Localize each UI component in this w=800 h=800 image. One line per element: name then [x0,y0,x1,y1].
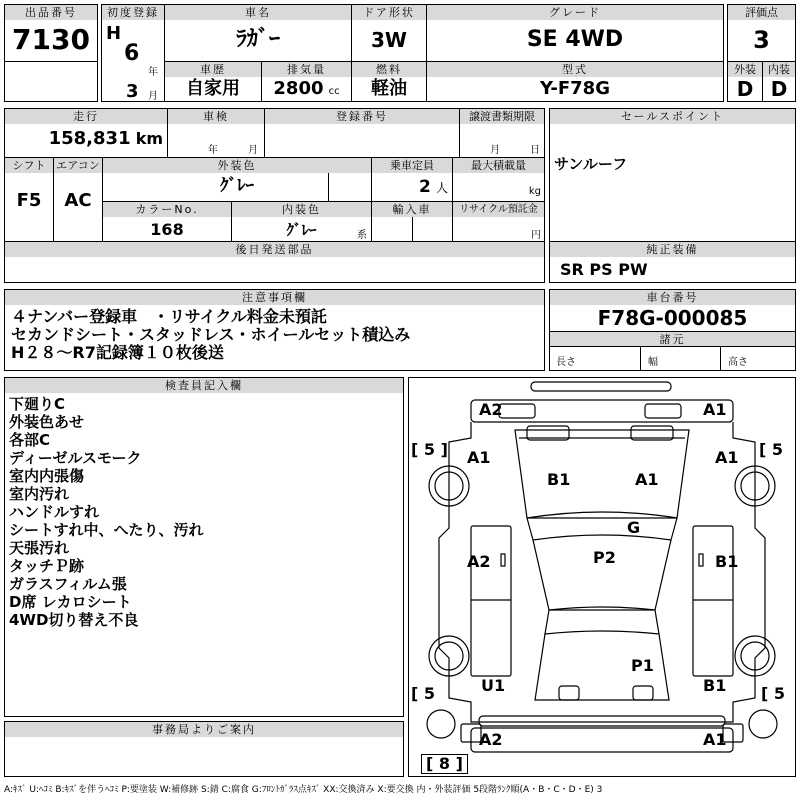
transfer-label: 譲渡書類期限 [460,109,544,124]
history-label: 車歴 [165,62,261,77]
displacement-label: 排気量 [262,62,351,77]
recycle-unit: 円 [531,230,541,241]
sales-label: セールスポイント [550,109,795,124]
shift: F5 [16,190,42,211]
car-outline [409,378,795,776]
displacement-box [261,61,352,102]
door-label: ドア形状 [352,5,426,20]
dims-divider-1 [640,347,641,370]
later-box [4,241,545,283]
mark-rear-bumper-right: A1 [703,730,727,749]
height-label: 高さ [728,357,748,368]
mark-rear-bumper-left: A2 [479,730,503,749]
load-unit: kg [528,186,541,197]
recycle-box [452,201,545,242]
inspector-line: 室内内張傷 [9,467,85,485]
insp-year-unit: 年 [208,145,218,156]
chassis-number: F78G-000085 [597,306,748,330]
chassis-box [549,289,796,371]
grade-box [426,4,724,62]
inspector-line: ハンドルすれ [9,503,100,521]
inspector-line: 外装色あせ [9,413,85,431]
colorno-box [102,201,232,242]
ac-box [53,157,103,242]
score-label: 評価点 [728,5,795,20]
office-box [4,721,404,777]
regno-label: 登録番号 [265,109,459,124]
equipment-box [549,241,796,283]
capacity-label: 乗車定員 [372,158,452,173]
length-label: 長さ [556,357,576,368]
color-divider [328,173,329,201]
inspector-line: ガラスフィルム張 [9,575,127,593]
tire-rr-value: 5 [773,684,786,703]
reg-month: 3 [126,81,139,102]
mark-hood-right: A1 [635,470,659,489]
legend: A:ｷｽﾞ U:ﾍｺﾐ B:ｷｽﾞを伴うﾍｺﾐ P:要塗装 W:補修跡 S:錆 C:腐食 G:ﾌﾛﾝﾄｶﾞﾗｽ点ｷｽﾞ XX:交換済み X:要交換 内・外装評価 5段階ﾗﾝｸ順(A・B・C・D・E) 3 [4,785,603,795]
name-box [164,4,352,62]
mark-glass: G [627,518,641,537]
mark-front-left: A2 [479,400,503,419]
mileage-unit: km [135,129,163,148]
office-label: 事務局よりご案内 [5,722,403,737]
load-label: 最大積載量 [453,158,544,173]
mileage: 158,831 [48,128,131,149]
ac-label: エアコン [54,158,102,173]
ext-label: 外装 [728,62,762,77]
shift-label: シフト [5,158,53,173]
name-label: 車名 [165,5,351,20]
notes-label: 注意事項欄 [5,290,544,305]
mark-hood-left: B1 [547,470,571,489]
interior-label: 内装色 [232,202,371,217]
interior-unit: 系 [357,230,367,241]
load-box [452,157,545,202]
inspector-line: シートすれ中、へたり、汚れ [9,521,204,539]
transfer-day-unit: 日 [530,145,540,156]
tire-rl-value: 5 [423,684,436,703]
color-label: 外装色 [103,158,371,173]
capacity: 2 [419,177,431,197]
interior: ｸﾞﾚｰ [286,221,317,239]
mark-rear-left: U1 [481,676,506,695]
era: H [106,23,122,44]
grade-label: グレード [427,5,723,20]
displacement-unit: cc [328,86,340,97]
sales-box [549,108,796,242]
transfer-box [459,108,545,158]
inspection-box [167,108,265,158]
mark-right-door: B1 [715,552,739,571]
inspection-label: 車検 [168,109,264,124]
door-box [351,4,427,62]
colorno-label: カラーNo. [103,202,231,217]
int-grade: D [770,77,788,101]
lot-blank [4,61,98,102]
model-label: 型式 [427,62,723,77]
notes-box [4,289,545,371]
model-box [426,61,724,102]
colorno: 168 [150,220,184,239]
sales-text: サンルーフ [554,155,628,173]
reg-label: 初度登録 [102,5,164,20]
chassis-label: 車台番号 [550,290,795,305]
tire-spare: [ 8 ] [421,754,468,774]
month-unit: 月 [148,91,158,102]
dims-label: 諸元 [550,331,795,347]
ext-box [727,61,763,102]
inspector-line: タッチＰ跡 [9,557,85,575]
inspector-label: 検査員記入欄 [5,378,403,393]
history-box [164,61,262,102]
notes-line: H２８～R7記録簿１０枚後送 [11,343,224,362]
door-type: 3W [371,28,407,52]
ac: AC [64,190,92,211]
tire-fl-value: 5 [423,440,436,459]
score: 3 [753,26,770,54]
equipment-label: 純正装備 [550,242,795,257]
inspector-line: 各部C [9,431,51,449]
import-label: 輸入車 [372,202,452,217]
color-box [102,157,372,202]
equipment-text: SR PS PW [560,260,648,279]
shift-box [4,157,54,242]
inspector-line: 室内汚れ [9,485,70,503]
recycle-label: リサイクル預託金 [453,202,544,217]
color: ｸﾞﾚｰ [220,176,254,196]
capacity-box [371,157,453,202]
inspector-line: ディーゼルスモーク [9,449,142,467]
history: 自家用 [186,78,240,99]
grade: SE 4WD [526,27,624,52]
inspector-line: 下廻りC [9,395,66,413]
reg-box [101,4,165,102]
insp-month-unit: 月 [248,145,258,156]
mark-roof: P2 [593,548,616,567]
mark-left-door: A2 [467,552,491,571]
mileage-label: 走行 [5,109,167,124]
int-label: 内装 [763,62,795,77]
inspector-line: D席 レカロシート [9,593,132,611]
tire-front-left: [ 5 ] [411,440,448,459]
fuel-box [351,61,427,102]
mark-front-right: A1 [703,400,727,419]
dims-row [550,346,795,370]
inspector-line: 天張汚れ [9,539,70,557]
damage-diagram [408,377,796,777]
import-divider [412,217,413,242]
interior-box [231,201,372,242]
import-box [371,201,453,242]
dims-divider-2 [720,347,721,370]
fuel-label: 燃料 [352,62,426,77]
notes-line: ４ナンバー登録車 ・リサイクル料金未預託 [11,307,327,326]
inspector-line: 4WD切り替え不良 [9,611,139,629]
mark-rear-right: B1 [703,676,727,695]
width-label: 幅 [648,357,658,368]
year-unit: 年 [148,67,158,78]
capacity-unit: 人 [435,181,448,195]
reg-year: 6 [124,41,140,66]
ext-grade: D [736,77,754,101]
car-name: ﾗｶﾞｰ [235,27,280,52]
inspector-box [4,377,404,717]
mark-right-fender: A1 [715,448,739,467]
fuel: 軽油 [371,78,407,99]
tire-rear-right: [ 5 [761,684,786,703]
model: Y-F78G [540,78,610,99]
tire-rear-left: [ 5 [411,684,436,703]
lot-number: 7130 [12,23,90,56]
score-box [727,4,796,62]
tire-front-right: [ 5 [759,440,784,459]
lot-box [4,4,98,62]
notes-line: セカンドシート・スタッドレス・ホイールセット積込み [11,325,411,344]
mark-rear-deck: P1 [631,656,654,675]
mark-left-fender: A1 [467,448,491,467]
mileage-box [4,108,168,158]
lot-label: 出品番号 [5,5,97,20]
displacement: 2800 [273,78,324,99]
int-box [762,61,796,102]
later-label: 後日発送部品 [5,242,544,257]
transfer-month-unit: 月 [490,145,500,156]
tire-spare-value: 8 [438,754,451,773]
tire-fr-value: 5 [771,440,784,459]
regno-box [264,108,460,158]
